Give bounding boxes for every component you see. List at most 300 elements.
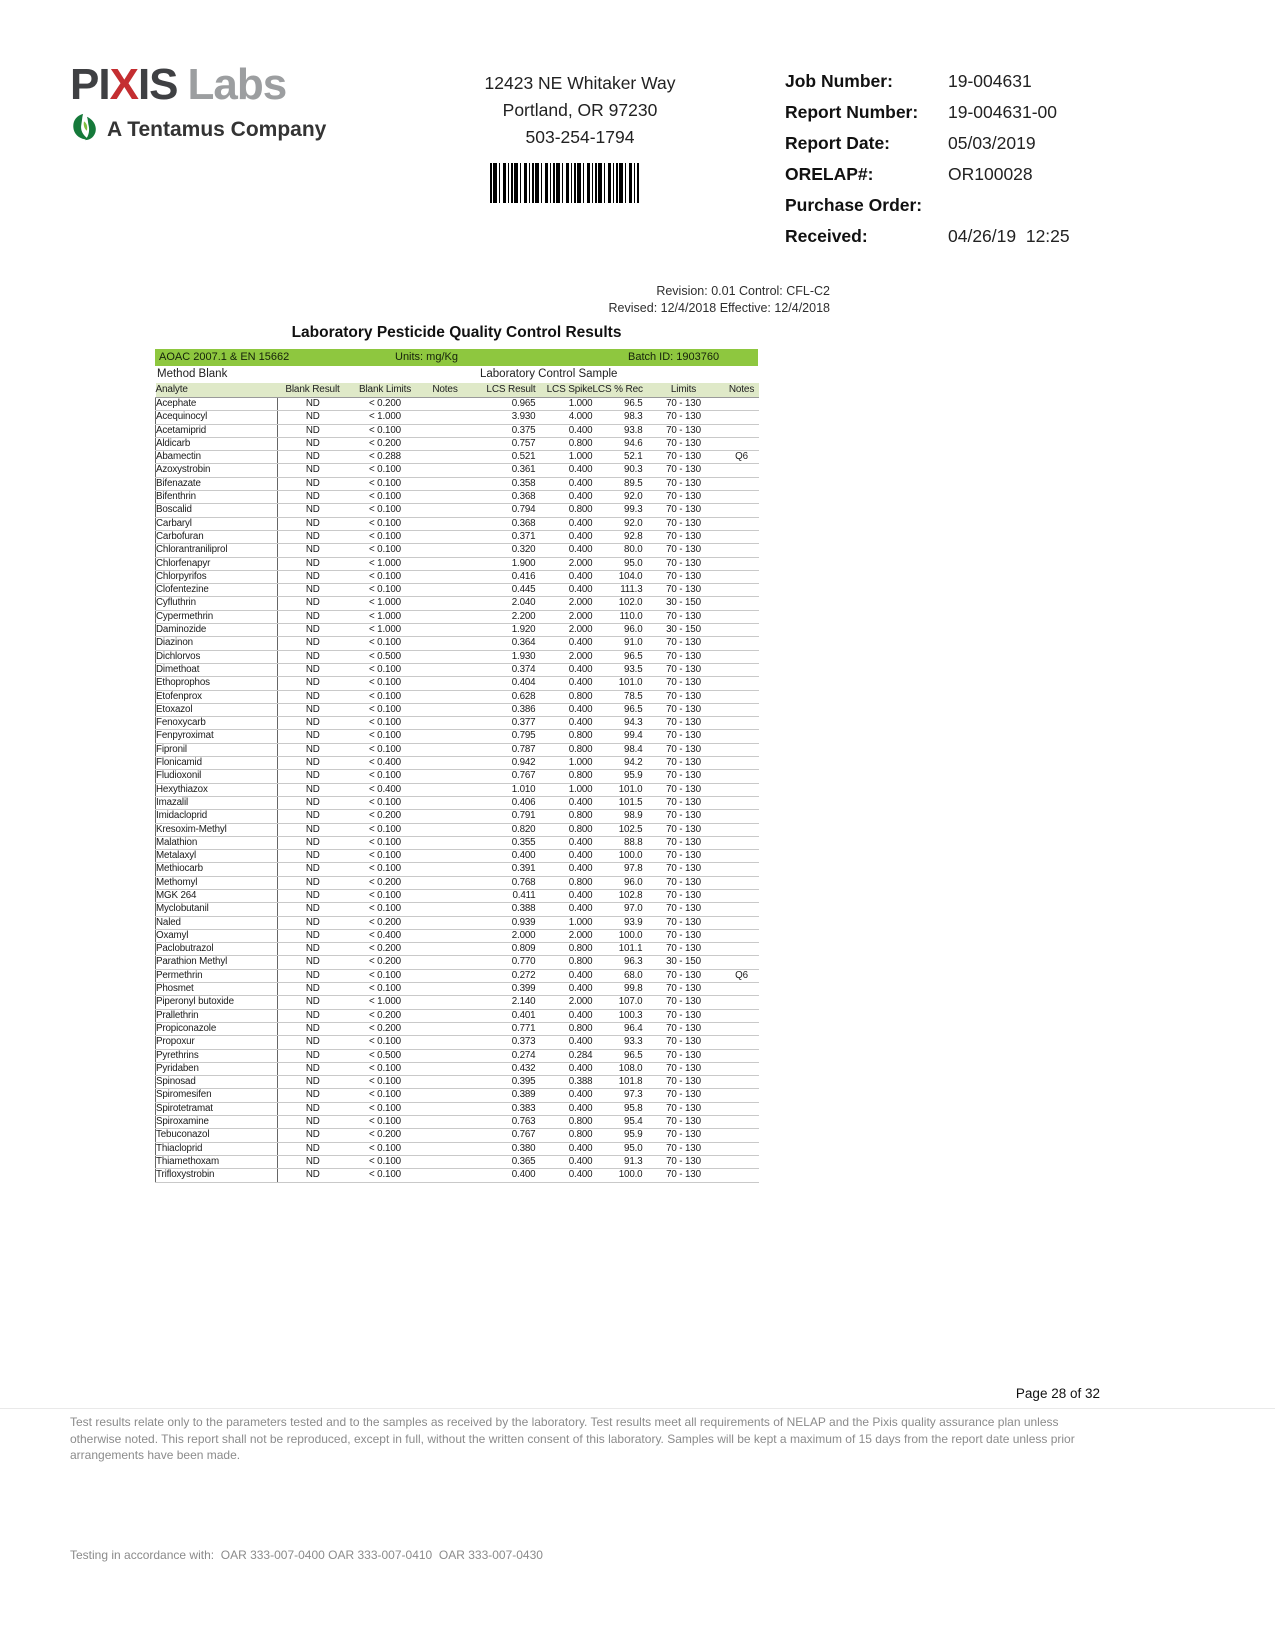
cell <box>725 624 759 637</box>
cell: Spiromesifen <box>156 1089 278 1102</box>
cell: 0.371 <box>468 530 536 543</box>
cell <box>423 637 468 650</box>
cell: ND <box>278 850 348 863</box>
cell: 94.6 <box>593 437 643 450</box>
lcs-label: Laboratory Control Sample <box>480 368 618 380</box>
column-header: LCS % Rec <box>593 383 643 398</box>
cell <box>423 1129 468 1142</box>
table-row <box>156 1116 759 1129</box>
job-info-label: Purchase Order: <box>785 195 923 215</box>
cell: 70 - 130 <box>643 770 725 783</box>
cell: 98.3 <box>593 411 643 424</box>
cell: ND <box>278 398 348 411</box>
cell: 0.404 <box>468 677 536 690</box>
address-line: Portland, OR 97230 <box>502 100 658 120</box>
cell: 0.401 <box>468 1009 536 1022</box>
table-row <box>156 637 759 650</box>
cell: 95.9 <box>593 770 643 783</box>
cell: < 0.100 <box>348 584 423 597</box>
qc-title: Laboratory Pesticide Quality Control Results <box>291 324 622 341</box>
table-row <box>156 889 759 902</box>
cell: 97.8 <box>593 863 643 876</box>
cell: 2.000 <box>536 624 593 637</box>
address-line: 12423 NE Whitaker Way <box>484 73 676 93</box>
table-row <box>156 584 759 597</box>
cell: < 1.000 <box>348 597 423 610</box>
cell: 70 - 130 <box>643 451 725 464</box>
cell <box>725 677 759 690</box>
cell: ND <box>278 929 348 942</box>
cell: 2.000 <box>536 650 593 663</box>
cell <box>725 783 759 796</box>
job-info-value: 04/26/19 12:25 <box>948 226 1070 246</box>
cell: Spinosad <box>156 1076 278 1089</box>
column-header: Notes <box>725 383 759 398</box>
cell: MGK 264 <box>156 889 278 902</box>
cell <box>423 969 468 982</box>
table-row <box>156 1142 759 1155</box>
cell: ND <box>278 996 348 1009</box>
cell: 101.0 <box>593 677 643 690</box>
cell: 102.0 <box>593 597 643 610</box>
cell: Diazinon <box>156 637 278 650</box>
cell: 70 - 130 <box>643 796 725 809</box>
cell: Acetamiprid <box>156 424 278 437</box>
cell <box>423 717 468 730</box>
table-row <box>156 504 759 517</box>
table-row <box>156 597 759 610</box>
cell: < 0.100 <box>348 504 423 517</box>
cell: 70 - 130 <box>643 943 725 956</box>
job-info-value: 19-004631 <box>948 71 1032 91</box>
cell: 70 - 130 <box>643 544 725 557</box>
cell: < 0.100 <box>348 889 423 902</box>
disclaimer-line: otherwise noted. This report shall not be reproduced, except in full, without the written consent of this laboratory. Samples will be kept a maximum of 15 days from the report date unless prior <box>70 1431 1075 1446</box>
cell: 1.000 <box>536 757 593 770</box>
cell: 1.000 <box>536 783 593 796</box>
cell: ND <box>278 517 348 530</box>
cell: 0.400 <box>536 1009 593 1022</box>
cell <box>423 650 468 663</box>
cell: 70 - 130 <box>643 717 725 730</box>
cell: 0.820 <box>468 823 536 836</box>
cell <box>423 411 468 424</box>
cell: Boscalid <box>156 504 278 517</box>
cell <box>725 796 759 809</box>
cell: 0.368 <box>468 491 536 504</box>
cell <box>423 437 468 450</box>
cell <box>423 517 468 530</box>
cell: 100.0 <box>593 929 643 942</box>
cell <box>423 690 468 703</box>
cell: ND <box>278 544 348 557</box>
cell: < 0.100 <box>348 1142 423 1155</box>
cell: 70 - 130 <box>643 1049 725 1062</box>
cell: ND <box>278 610 348 623</box>
cell: 70 - 130 <box>643 690 725 703</box>
cell <box>423 770 468 783</box>
cell: 100.3 <box>593 1009 643 1022</box>
cell: ND <box>278 796 348 809</box>
table-row <box>156 610 759 623</box>
cell: 70 - 130 <box>643 504 725 517</box>
table-row <box>156 491 759 504</box>
cell: 0.800 <box>536 730 593 743</box>
cell <box>725 823 759 836</box>
table-row <box>156 969 759 982</box>
cell: 92.0 <box>593 491 643 504</box>
table-row <box>156 730 759 743</box>
cell: ND <box>278 1089 348 1102</box>
cell: < 0.100 <box>348 1089 423 1102</box>
table-row <box>156 1169 759 1182</box>
cell: 0.400 <box>536 863 593 876</box>
cell <box>423 850 468 863</box>
cell: 78.5 <box>593 690 643 703</box>
table-row <box>156 557 759 570</box>
cell: 0.800 <box>536 1129 593 1142</box>
cell <box>725 1062 759 1075</box>
cell: 0.400 <box>536 517 593 530</box>
cell: 70 - 130 <box>643 1142 725 1155</box>
cell: Paclobutrazol <box>156 943 278 956</box>
cell: 0.800 <box>536 876 593 889</box>
cell: 0.800 <box>536 1116 593 1129</box>
cell: < 1.000 <box>348 996 423 1009</box>
cell: 2.140 <box>468 996 536 1009</box>
cell <box>725 1089 759 1102</box>
cell: 92.8 <box>593 530 643 543</box>
cell <box>725 703 759 716</box>
cell: ND <box>278 1009 348 1022</box>
cell: < 0.500 <box>348 1049 423 1062</box>
cell: 0.757 <box>468 437 536 450</box>
cell <box>725 770 759 783</box>
cell: Etoxazol <box>156 703 278 716</box>
job-info-label: Report Date: <box>785 133 891 153</box>
revision-line1: Revision: 0.01 Control: CFL-C2 <box>656 284 830 298</box>
cell: Methomyl <box>156 876 278 889</box>
cell: 0.374 <box>468 663 536 676</box>
cell: 0.380 <box>468 1142 536 1155</box>
cell <box>725 650 759 663</box>
cell <box>725 903 759 916</box>
cell: ND <box>278 1036 348 1049</box>
cell: 89.5 <box>593 477 643 490</box>
cell: 0.400 <box>536 1142 593 1155</box>
cell <box>423 703 468 716</box>
cell <box>423 796 468 809</box>
cell <box>423 477 468 490</box>
cell: 2.000 <box>536 597 593 610</box>
cell: 0.800 <box>536 810 593 823</box>
cell: < 0.200 <box>348 876 423 889</box>
cell: 0.361 <box>468 464 536 477</box>
cell: < 0.100 <box>348 969 423 982</box>
cell <box>725 557 759 570</box>
cell: 70 - 130 <box>643 1022 725 1035</box>
cell: < 0.100 <box>348 1169 423 1182</box>
cell: 95.8 <box>593 1102 643 1115</box>
cell: Pyridaben <box>156 1062 278 1075</box>
table-row <box>156 863 759 876</box>
cell: 0.400 <box>536 544 593 557</box>
cell <box>725 637 759 650</box>
cell: < 0.100 <box>348 570 423 583</box>
cell: < 0.100 <box>348 637 423 650</box>
table-row <box>156 1036 759 1049</box>
cell: < 0.100 <box>348 1155 423 1168</box>
table-row <box>156 943 759 956</box>
cell: ND <box>278 983 348 996</box>
cell: < 0.200 <box>348 956 423 969</box>
column-header: Blank Result <box>278 383 348 398</box>
cell: 0.939 <box>468 916 536 929</box>
cell: 102.8 <box>593 889 643 902</box>
column-header: Blank Limits <box>348 383 423 398</box>
cell: < 0.200 <box>348 810 423 823</box>
cell: 0.399 <box>468 983 536 996</box>
cell <box>423 597 468 610</box>
cell: 0.771 <box>468 1022 536 1035</box>
cell: Prallethrin <box>156 1009 278 1022</box>
cell: < 0.100 <box>348 823 423 836</box>
cell: 98.9 <box>593 810 643 823</box>
cell <box>725 570 759 583</box>
table-row <box>156 411 759 424</box>
cell: 0.364 <box>468 637 536 650</box>
cell: < 0.200 <box>348 1009 423 1022</box>
cell <box>423 996 468 1009</box>
cell: 70 - 130 <box>643 1076 725 1089</box>
cell: Trifloxystrobin <box>156 1169 278 1182</box>
cell: Clofentezine <box>156 584 278 597</box>
cell: Daminozide <box>156 624 278 637</box>
cell: 0.375 <box>468 424 536 437</box>
cell <box>725 983 759 996</box>
cell: < 0.200 <box>348 437 423 450</box>
cell: ND <box>278 424 348 437</box>
cell: 30 - 150 <box>643 956 725 969</box>
cell: 101.8 <box>593 1076 643 1089</box>
cell: Fenpyroximat <box>156 730 278 743</box>
cell: 70 - 130 <box>643 517 725 530</box>
cell: 96.5 <box>593 398 643 411</box>
cell: Piperonyl butoxide <box>156 996 278 1009</box>
cell: < 0.100 <box>348 690 423 703</box>
cell <box>725 491 759 504</box>
cell: 0.355 <box>468 836 536 849</box>
cell: ND <box>278 690 348 703</box>
cell: 70 - 130 <box>643 437 725 450</box>
cell: < 0.100 <box>348 1076 423 1089</box>
cell: 70 - 130 <box>643 610 725 623</box>
cell: 0.800 <box>536 1022 593 1035</box>
cell <box>725 1076 759 1089</box>
cell: 95.4 <box>593 1116 643 1129</box>
cell <box>423 1116 468 1129</box>
cell: Q6 <box>725 969 759 982</box>
cell: Permethrin <box>156 969 278 982</box>
cell: ND <box>278 876 348 889</box>
cell: 0.272 <box>468 969 536 982</box>
cell: 0.800 <box>536 504 593 517</box>
cell: ND <box>278 836 348 849</box>
table-row <box>156 996 759 1009</box>
table-row <box>156 650 759 663</box>
cell: 0.400 <box>536 983 593 996</box>
cell: < 0.100 <box>348 863 423 876</box>
cell: Imazalil <box>156 796 278 809</box>
job-info <box>785 70 1070 247</box>
table-row <box>156 398 759 411</box>
cell: 96.0 <box>593 876 643 889</box>
cell: ND <box>278 650 348 663</box>
cell: 0.400 <box>536 464 593 477</box>
table-row <box>156 836 759 849</box>
cell <box>725 477 759 490</box>
cell <box>423 1169 468 1182</box>
cell: Carbaryl <box>156 517 278 530</box>
cell: < 1.000 <box>348 610 423 623</box>
cell: < 0.100 <box>348 770 423 783</box>
cell: Flonicamid <box>156 757 278 770</box>
cell: 93.3 <box>593 1036 643 1049</box>
cell: 70 - 130 <box>643 876 725 889</box>
cell: 0.800 <box>536 690 593 703</box>
table-row <box>156 1076 759 1089</box>
cell: 0.400 <box>536 1169 593 1182</box>
cell <box>423 1155 468 1168</box>
cell: 0.400 <box>536 1062 593 1075</box>
cell: ND <box>278 810 348 823</box>
cell: < 0.100 <box>348 663 423 676</box>
cell: 70 - 130 <box>643 477 725 490</box>
cell: < 0.100 <box>348 517 423 530</box>
cell: ND <box>278 757 348 770</box>
logo-pi: PI <box>70 60 110 109</box>
cell: 70 - 130 <box>643 491 725 504</box>
cell: 0.377 <box>468 717 536 730</box>
table-row <box>156 464 759 477</box>
cell: ND <box>278 730 348 743</box>
cell <box>423 730 468 743</box>
cell <box>423 836 468 849</box>
cell <box>423 1142 468 1155</box>
cell: ND <box>278 663 348 676</box>
cell: 3.930 <box>468 411 536 424</box>
table-row <box>156 690 759 703</box>
cell: ND <box>278 717 348 730</box>
cell: < 1.000 <box>348 557 423 570</box>
cell: 102.5 <box>593 823 643 836</box>
cell: 70 - 130 <box>643 850 725 863</box>
cell: 70 - 130 <box>643 983 725 996</box>
cell: ND <box>278 743 348 756</box>
cell: ND <box>278 823 348 836</box>
cell: Cypermethrin <box>156 610 278 623</box>
cell <box>725 1022 759 1035</box>
cell <box>725 597 759 610</box>
cell <box>725 996 759 1009</box>
job-info-label: Job Number: <box>785 71 893 91</box>
cell: Pyrethrins <box>156 1049 278 1062</box>
cell: ND <box>278 1169 348 1182</box>
cell: 101.0 <box>593 783 643 796</box>
cell: < 0.100 <box>348 530 423 543</box>
cell: 0.400 <box>536 1036 593 1049</box>
cell: Chlorfenapyr <box>156 557 278 570</box>
cell: ND <box>278 916 348 929</box>
cell: Q6 <box>725 451 759 464</box>
cell: < 0.200 <box>348 398 423 411</box>
cell: 0.965 <box>468 398 536 411</box>
table-row <box>156 1129 759 1142</box>
cell: Imidacloprid <box>156 810 278 823</box>
cell: Hexythiazox <box>156 783 278 796</box>
column-header: Notes <box>423 383 468 398</box>
cell: < 0.100 <box>348 464 423 477</box>
cell: 0.791 <box>468 810 536 823</box>
cell <box>725 1009 759 1022</box>
cell: 110.0 <box>593 610 643 623</box>
cell: 0.787 <box>468 743 536 756</box>
page-number: Page 28 of 32 <box>1015 1386 1100 1401</box>
cell: Spirotetramat <box>156 1102 278 1115</box>
cell: ND <box>278 557 348 570</box>
cell: 99.8 <box>593 983 643 996</box>
cell: Thiacloprid <box>156 1142 278 1155</box>
cell: 70 - 130 <box>643 730 725 743</box>
job-info-value <box>948 194 1070 216</box>
cell: ND <box>278 943 348 956</box>
cell <box>725 889 759 902</box>
cell: 70 - 130 <box>643 969 725 982</box>
cell: < 0.100 <box>348 424 423 437</box>
cell <box>423 757 468 770</box>
footer-divider <box>0 1408 1275 1409</box>
cell: < 0.200 <box>348 1129 423 1142</box>
cell <box>725 1049 759 1062</box>
table-row <box>156 477 759 490</box>
cell <box>725 836 759 849</box>
cell: Spiroxamine <box>156 1116 278 1129</box>
table-row <box>156 757 759 770</box>
cell <box>423 1076 468 1089</box>
cell: 0.320 <box>468 544 536 557</box>
table-row <box>156 956 759 969</box>
table-row <box>156 1155 759 1168</box>
cell: 94.2 <box>593 757 643 770</box>
cell: ND <box>278 703 348 716</box>
cell: 95.0 <box>593 1142 643 1155</box>
cell: 0.800 <box>536 823 593 836</box>
cell: ND <box>278 969 348 982</box>
cell <box>423 624 468 637</box>
table-row <box>156 983 759 996</box>
cell: Naled <box>156 916 278 929</box>
table-row <box>156 1102 759 1115</box>
cell: 0.400 <box>468 1169 536 1182</box>
cell: < 0.100 <box>348 743 423 756</box>
cell <box>725 1169 759 1182</box>
cell <box>725 1116 759 1129</box>
cell <box>725 916 759 929</box>
cell <box>423 1036 468 1049</box>
cell: 0.400 <box>536 1102 593 1115</box>
pixis-labs-logo <box>70 62 326 147</box>
cell: 1.920 <box>468 624 536 637</box>
